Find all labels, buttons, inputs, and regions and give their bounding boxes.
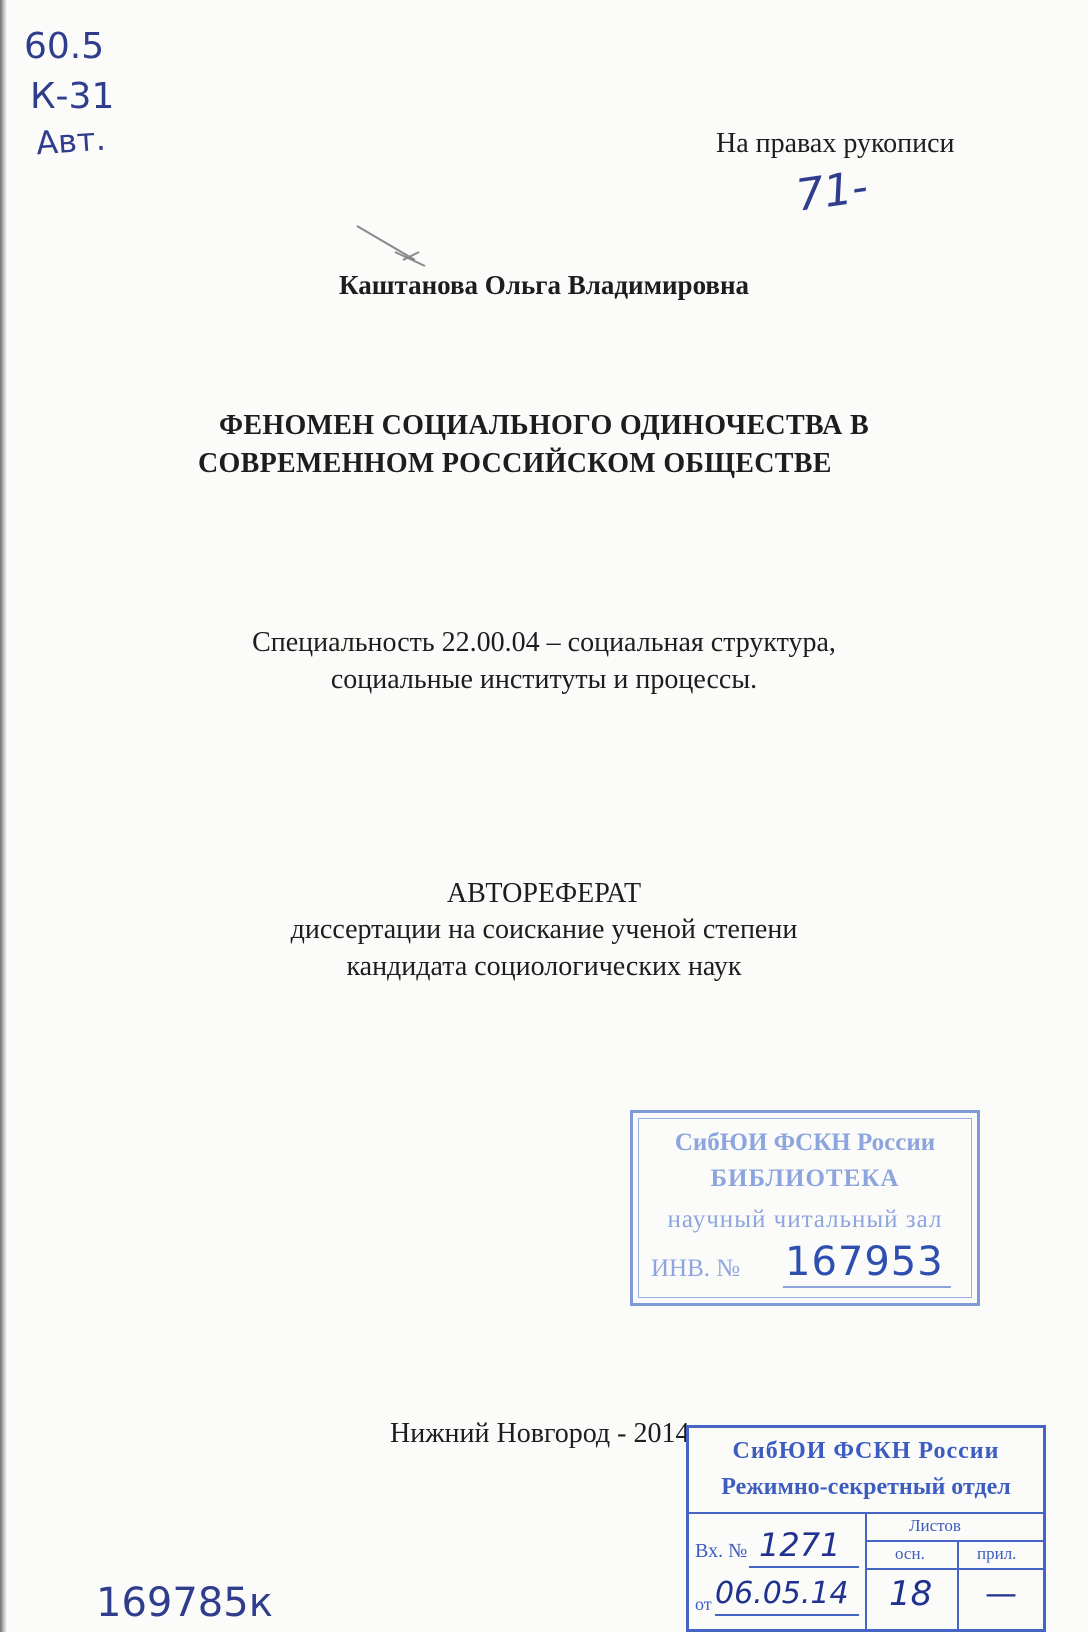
secret-stamp-row-line [865, 1568, 1043, 1570]
document-type-line-1: диссертации на соискание ученой степени [290, 914, 798, 945]
pencil-mark-icon [355, 222, 435, 272]
library-stamp-room: научный читальный зал [667, 1206, 943, 1233]
library-stamp [630, 1110, 980, 1306]
secret-stamp-appendix-label: прил. [977, 1544, 1017, 1563]
thesis-title-line-2: СОВРЕМЕННОМ РОССИЙСКОМ ОБЩЕСТВЕ [198, 448, 832, 479]
handwritten-inventory-number: 169785к [96, 1580, 273, 1626]
secret-stamp-main-value: 18 [889, 1574, 933, 1614]
secret-stamp-in-number-underline [749, 1566, 859, 1568]
document-type-line-2: кандидата социологических наук [346, 951, 742, 982]
secret-stamp-in-number: 1271 [759, 1526, 841, 1564]
document-type-heading: АВТОРЕФЕРАТ [446, 878, 642, 909]
thesis-title-line-1: ФЕНОМЕН СОЦИАЛЬНОГО ОДИНОЧЕСТВА В [219, 410, 869, 441]
secret-stamp-date-underline [715, 1614, 859, 1616]
secret-stamp-in-label: Вх. № [695, 1540, 748, 1562]
manuscript-rights-label: На правах рукописи [716, 128, 955, 159]
secret-department-stamp [686, 1425, 1046, 1632]
library-stamp-inv-label: ИНВ. № [651, 1255, 741, 1282]
specialty-line-1: Специальность 22.00.04 – социальная структура, [252, 627, 836, 658]
secret-stamp-appendix-value: — [985, 1574, 1017, 1612]
handwritten-call-number-2: К-31 [30, 76, 115, 117]
library-stamp-dept: БИБЛИОТЕКА [710, 1165, 900, 1192]
secret-stamp-date: 06.05.14 [715, 1576, 849, 1611]
secret-stamp-dept: Режимно-секретный отдел [721, 1474, 1011, 1500]
handwritten-call-number-3: Авт. [34, 119, 107, 163]
secret-stamp-sheets-label: Листов [909, 1516, 961, 1535]
library-stamp-org: СибЮИ ФСКН России [674, 1129, 936, 1156]
library-stamp-inv-underline [783, 1286, 951, 1288]
specialty-line-2: социальные институты и процессы. [330, 664, 758, 695]
handwritten-call-number-1: 60.5 [24, 26, 105, 67]
secret-stamp-main-label: осн. [895, 1544, 925, 1563]
secret-stamp-subheader-line [865, 1540, 1043, 1542]
secret-stamp-from-label: от [695, 1594, 712, 1614]
library-stamp-inv-number: 167953 [785, 1239, 944, 1285]
scan-edge-shadow [0, 0, 7, 1632]
secret-stamp-column-divider [865, 1512, 867, 1629]
secret-stamp-org: СибЮИ ФСКН России [732, 1438, 1000, 1464]
handwritten-signature: 71- [792, 161, 872, 222]
place-year: Нижний Новгород - 2014 [390, 1418, 690, 1449]
author-name: Каштанова Ольга Владимировна [338, 270, 750, 300]
secret-stamp-sub-column-divider [957, 1540, 959, 1629]
